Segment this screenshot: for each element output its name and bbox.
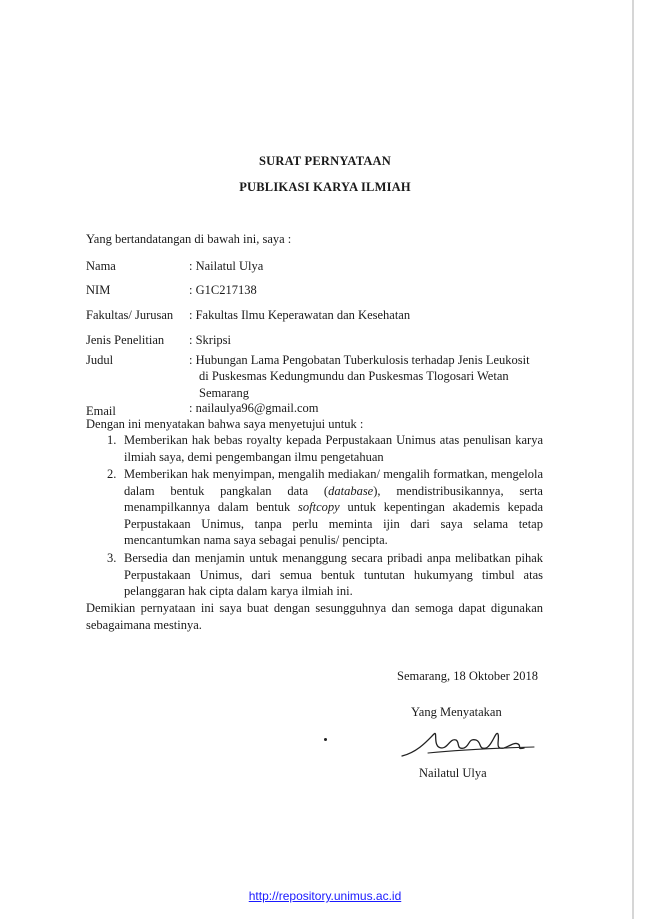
field-label-email: Email [86, 404, 116, 418]
signature-role: Yang Menyatakan [411, 705, 502, 719]
item-text-2: Memberikan hak menyimpan, mengalih mediakan/ mengalih formatkan, mengelola dalam bentuk pangkalan data (database), mendistribusikannya, serta menampilkannya dalam bentuk softcopy untuk kepentingan akademis kepada Perpustakaan Unimus, tanpa perlu meminta ijin dari saya selama tetap mencantumkan nama saya sebagai penulis/ pencipta. [124, 467, 543, 547]
item-number-1: 1. [107, 433, 117, 447]
field-value-nama: : Nailatul Ulya [189, 259, 264, 273]
field-value-nim: : G1C217138 [189, 283, 257, 297]
item-number-3: 3. [107, 551, 117, 565]
field-value-jenis: : Skripsi [189, 333, 232, 347]
field-label-nama: Nama [86, 259, 116, 273]
closing-paragraph: Demikian pernyataan ini saya buat dengan sesungguhnya dan semoga dapat digunakan sebagaimana mestinya. [86, 601, 543, 632]
footer-repository-link[interactable]: http://repository.unimus.ac.id [248, 889, 402, 903]
field-label-nim: NIM [86, 283, 111, 297]
document-subtitle: PUBLIKASI KARYA ILMIAH [239, 180, 411, 194]
field-value-fakultas: : Fakultas Ilmu Keperawatan dan Kesehatan [189, 308, 411, 322]
field-value-judul-line1: : Hubungan Lama Pengobatan Tuberkulosis terhadap Jenis Leukosit [189, 353, 530, 367]
intro-text: Yang bertandatangan di bawah ini, saya : [86, 232, 292, 246]
scan-edge-line [632, 0, 634, 919]
item-number-2: 2. [107, 467, 117, 481]
document-title: SURAT PERNYATAAN [258, 154, 392, 168]
item-text-3: Bersedia dan menjamin untuk menanggung secara pribadi anpa melibatkan pihak Perpustakaan Unimus, dari semua bentuk tuntutan hukumyang timbul atas pelanggaran hak cipta dalam karya ilmiah ini. [124, 551, 543, 598]
scan-speck [324, 738, 327, 741]
field-label-fakultas: Fakultas/ Jurusan [86, 308, 174, 322]
agreement-intro: Dengan ini menyatakan bahwa saya menyetujui untuk : [86, 417, 364, 431]
field-label-jenis: Jenis Penelitian [86, 333, 165, 347]
field-label-judul: Judul [86, 353, 114, 367]
handwritten-signature [398, 726, 538, 762]
field-value-judul-line3: Semarang [199, 386, 249, 400]
item-text-1: Memberikan hak bebas royalty kepada Perpustakaan Unimus atas penulisan karya ilmiah saya, demi pengembangan ilmu pengetahuan [124, 433, 543, 464]
field-value-email: : nailaulya96@gmail.com [189, 401, 319, 415]
signature-name: Nailatul Ulya [419, 766, 487, 780]
field-value-judul-line2: di Puskesmas Kedungmundu dan Puskesmas Tlogosari Wetan [199, 369, 509, 383]
signature-place-date: Semarang, 18 Oktober 2018 [397, 669, 538, 683]
